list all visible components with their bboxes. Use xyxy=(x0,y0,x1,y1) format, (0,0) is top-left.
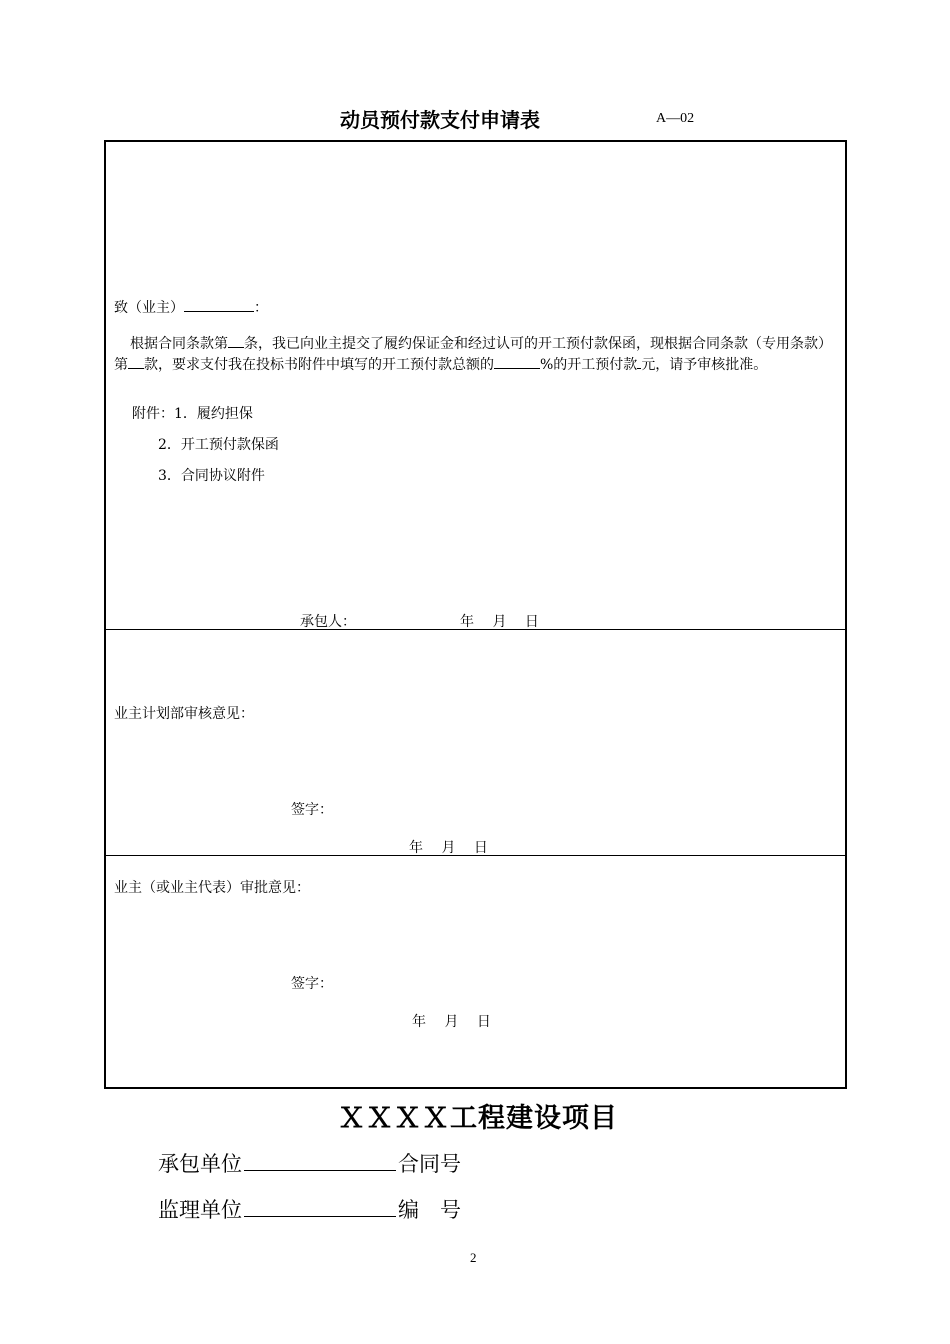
page-title: 动员预付款支付申请表 xyxy=(340,108,540,132)
form-code: A—02 xyxy=(656,111,695,126)
supervisor-unit-blank xyxy=(244,1194,396,1217)
clause-blank-2 xyxy=(128,354,144,369)
attachment-item: 1．履约担保 xyxy=(174,406,253,422)
section-divider xyxy=(106,855,845,856)
contractor-date: 年 月 日 xyxy=(460,614,539,630)
supervisor-unit-row xyxy=(158,1194,461,1224)
addressee-prefix: 致（业主） xyxy=(114,300,184,316)
addressee-blank xyxy=(184,297,254,312)
attachments-label: 附件： xyxy=(132,406,174,422)
project-title: ＸＸＸＸ工程建设项目 xyxy=(338,1103,618,1134)
para-part-5: 元，请予审核批准。 xyxy=(641,357,768,373)
attachment-item: 3．合同协议附件 xyxy=(158,468,265,484)
attachment-line-1 xyxy=(132,404,253,424)
contractor-unit-label: 承包单位 xyxy=(158,1152,242,1176)
para-part-3: 款，要求支付我在投标书附件中填写的开工预付款总额的 xyxy=(144,357,494,373)
clause-blank-1 xyxy=(228,333,244,348)
application-paragraph xyxy=(114,333,839,375)
percent-blank xyxy=(494,354,540,369)
planning-sign-label: 签字： xyxy=(291,802,333,818)
para-part-4: %的开工预付款 xyxy=(540,357,638,373)
contractor-label: 承包人： xyxy=(300,614,356,630)
owner-approval-label: 业主（或业主代表）审批意见： xyxy=(114,880,310,896)
supervisor-unit-label: 监理单位 xyxy=(158,1198,242,1222)
para-part-2: 条，我已向业主提交了履约保证金和经过认可的开工预付款保函，现根据合同条款（专用条款）第 xyxy=(114,336,832,373)
page-number: 2 xyxy=(470,1250,477,1265)
attachment-item: 2．开工预付款保函 xyxy=(158,437,279,453)
para-part-1: 根据合同条款第 xyxy=(130,336,228,352)
contractor-unit-blank xyxy=(244,1148,396,1171)
section-divider xyxy=(106,629,845,630)
addressee-suffix: ： xyxy=(254,300,268,316)
addressee-line xyxy=(114,297,268,318)
planning-review-label: 业主计划部审核意见： xyxy=(114,706,254,722)
serial-no-label: 编 号 xyxy=(398,1198,461,1222)
owner-sign-label: 签字： xyxy=(291,976,333,992)
contractor-unit-row xyxy=(158,1148,461,1178)
planning-date: 年 月 日 xyxy=(409,840,488,856)
owner-date: 年 月 日 xyxy=(412,1014,491,1030)
form-table xyxy=(104,140,847,1089)
contract-no-label: 合同号 xyxy=(398,1152,461,1176)
